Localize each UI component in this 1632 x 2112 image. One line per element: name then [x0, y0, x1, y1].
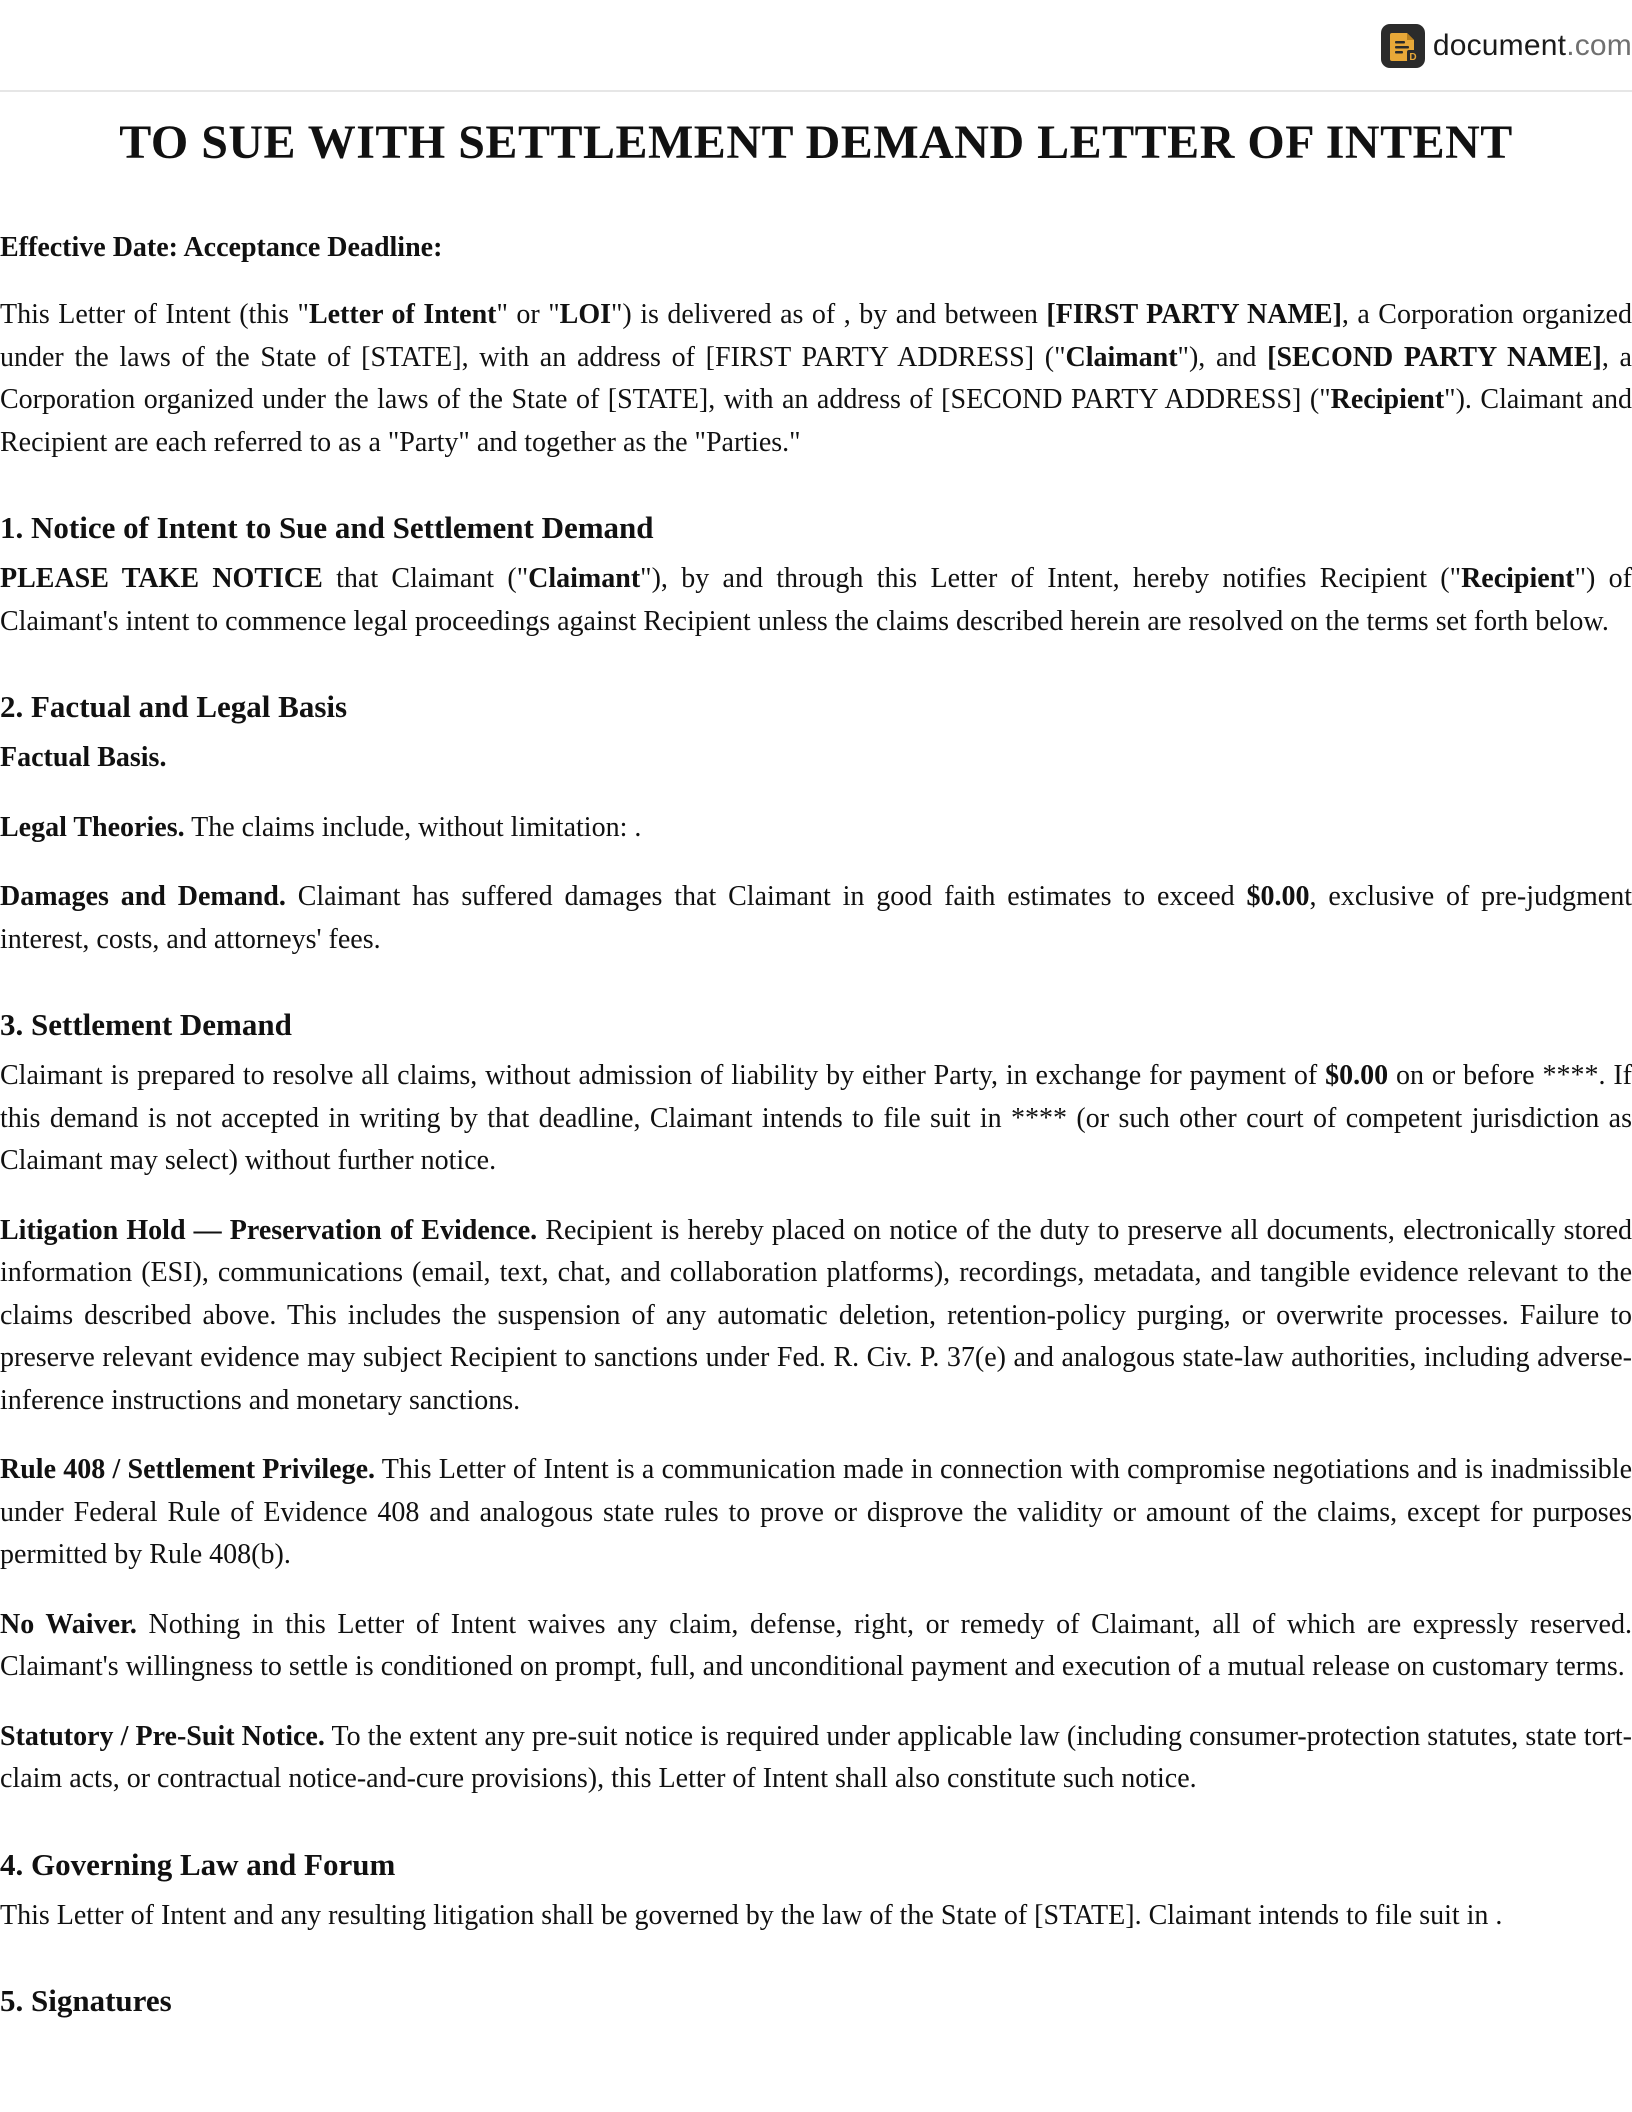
section-1-paragraph: PLEASE TAKE NOTICE that Claimant ("Claimant"), by and through this Letter of Intent, hereby notifies Recipient ("Recipient") of Claimant's intent to commence legal proceedings against Recipient unless the claims described herein are resolved on the terms set forth below. [0, 563, 1632, 637]
settlement-demand-paragraph: Claimant is prepared to resolve all claims, without admission of liability by either Party, in exchange for payment of $0.00 on or before ****. If this demand is not accepted in writing by that deadline, Claimant intends to file suit in **** (or such other court of competent jurisdiction as Claimant may select) without further notice. [0, 1060, 1632, 1176]
factual-basis-paragraph: Factual Basis. [0, 742, 167, 773]
brand-name: document [1432, 29, 1567, 62]
brand-logo[interactable] [1381, 24, 1632, 68]
no-waiver-paragraph: No Waiver. Nothing in this Letter of Intent waives any claim, defense, right, or remedy of Claimant, all of which are expressly reserved. Claimant's willingness to settle is conditioned on prompt, full, and unconditional payment and execution of a mutual release on customary terms. [0, 1608, 1632, 1682]
litigation-hold-paragraph: Litigation Hold — Preservation of Evidence. Recipient is hereby placed on notice of the duty to preserve all documents, electronically stored information (ESI), communications (email, text, chat, and collaboration platforms), recordings, metadata, and tangible evidence relevant to the claims described above. This includes the suspension of any automatic deletion, retention-policy purging, or overwrite processes. Failure to preserve relevant evidence may subject Recipient to sanctions under Fed. R. Civ. P. 37(e) and analogous state-law authorities, including adverse-inference instructions and monetary sanctions. [0, 1214, 1632, 1416]
section-4-heading: 4. Governing Law and Forum [0, 1846, 396, 1882]
brand-wordmark [1433, 29, 1632, 63]
brand-tld: .com [1566, 29, 1632, 62]
document-title: TO SUE WITH SETTLEMENT DEMAND LETTER OF INTENT [119, 116, 1513, 169]
effective-date-line: Effective Date: Acceptance Deadline: [0, 232, 443, 263]
top-header-bar [0, 0, 1632, 92]
section-3-heading: 3. Settlement Demand [0, 1007, 292, 1042]
governing-law-paragraph: This Letter of Intent and any resulting litigation shall be governed by the law of the State of [STATE]. Claimant intends to file suit in . [0, 1899, 1503, 1931]
rule-408-paragraph: Rule 408 / Settlement Privilege. This Letter of Intent is a communication made in connection with compromise negotiations and is inadmissible under Federal Rule of Evidence 408 and analogous state rules to prove or disprove the validity or amount of the claims, except for purposes permitted by Rule 408(b). [0, 1454, 1632, 1570]
document-body [0, 96, 1632, 2031]
section-1-heading: 1. Notice of Intent to Sue and Settlement Demand [0, 510, 654, 545]
legal-theories-paragraph: Legal Theories. The claims include, without limitation: . [0, 811, 642, 843]
svg-text:D: D [1409, 52, 1417, 63]
document-logo-icon [1381, 24, 1425, 68]
section-5-heading: 5. Signatures [0, 1983, 172, 2018]
damages-paragraph: Damages and Demand. Claimant has suffered damages that Claimant in good faith estimates to exceed $0.00, exclusive of pre-judgment interest, costs, and attorneys' fees. [0, 881, 1632, 955]
section-2-heading: 2. Factual and Legal Basis [0, 689, 348, 724]
intro-paragraph: This Letter of Intent (this "Letter of Intent" or "LOI") is delivered as of , by and between [FIRST PARTY NAME], a Corporation organized under the laws of the State of [STATE], with an address of [FIRST PARTY ADDRESS] ("Claimant"), and [SECOND PARTY NAME], a Corporation organized under the laws of the State of [STATE], with an address of [SECOND PARTY ADDRESS] ("Recipient"). Claimant and Recipient are each referred to as a "Party" and together as the "Parties." [0, 299, 1632, 458]
statutory-notice-paragraph: Statutory / Pre-Suit Notice. To the extent any pre-suit notice is required under applicable law (including consumer-protection statutes, state tort-claim acts, or contractual notice-and-cure provisions), this Letter of Intent shall also constitute such notice. [0, 1720, 1632, 1794]
